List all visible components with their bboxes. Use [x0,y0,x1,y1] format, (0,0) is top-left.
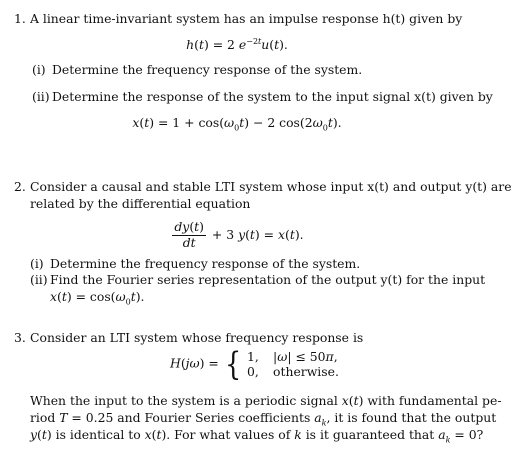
problem-2-intro-line-2: related by the differential equation [30,196,251,211]
problem-1-equation-2: $x(t) = 1 + \cos(\omega_0t) - 2$ $\cos(2\omega_0t)$. [132,115,342,133]
problem-2-part-ii-text-line-2: $x(t) = \cos(\omega_0t)$. [50,289,145,307]
problem-2-part-ii-label: (ii) [30,272,48,287]
problem-1-part-i-text: Determine the frequency response of the system. [52,62,363,77]
problem-2-part-i-label: (i) [30,256,44,271]
problem-1-part-i-label: (i) [32,62,46,77]
problem-1-intro: A linear time-invariant system has an impulse response h(t) given by [30,11,463,26]
problem-3-paragraph-line-1: When the input to the system is a periodic signal x(t) with fundamental pe- [30,393,502,408]
problem-3-paragraph-line-2: riod T = 0.25 and Fourier Series coefficients $a_k$, it is found that the output [30,410,497,428]
problem-1-part-ii-text: Determine the response of the system to the input signal x(t) given by [52,89,493,104]
problem-1-part-ii-label: (ii) [32,89,50,104]
problem-3-intro: Consider an LTI system whose frequency response is [30,330,364,345]
problem-2-number: 2. [14,179,26,194]
problem-2-part-ii-text-line-1: Find the Fourier series representation of the output y(t) for the input [50,272,486,287]
problem-3-number: 3. [14,330,26,345]
problem-2-part-i-text: Determine the frequency response of the system. [50,256,361,271]
problem-2-intro-line-1: Consider a causal and stable LTI system whose input x(t) and output y(t) are [30,179,512,194]
problem-1-number: 1. [14,11,26,26]
problem-1-equation: h(t) = 2 $e^{-2t}u(t)$. [186,37,288,53]
problem-3-paragraph-line-3: y(t) is identical to x(t). For what values of k is it guaranteed that $a_k = 0$? [30,427,484,445]
problem-2-equation: $\frac{dy(t)}{dt}$ + 3 y(t) = x(t). [174,219,304,250]
problem-3-equation: H(jω) = { 1, |ω| ≤ 50π, 0, otherwise. [170,345,339,383]
